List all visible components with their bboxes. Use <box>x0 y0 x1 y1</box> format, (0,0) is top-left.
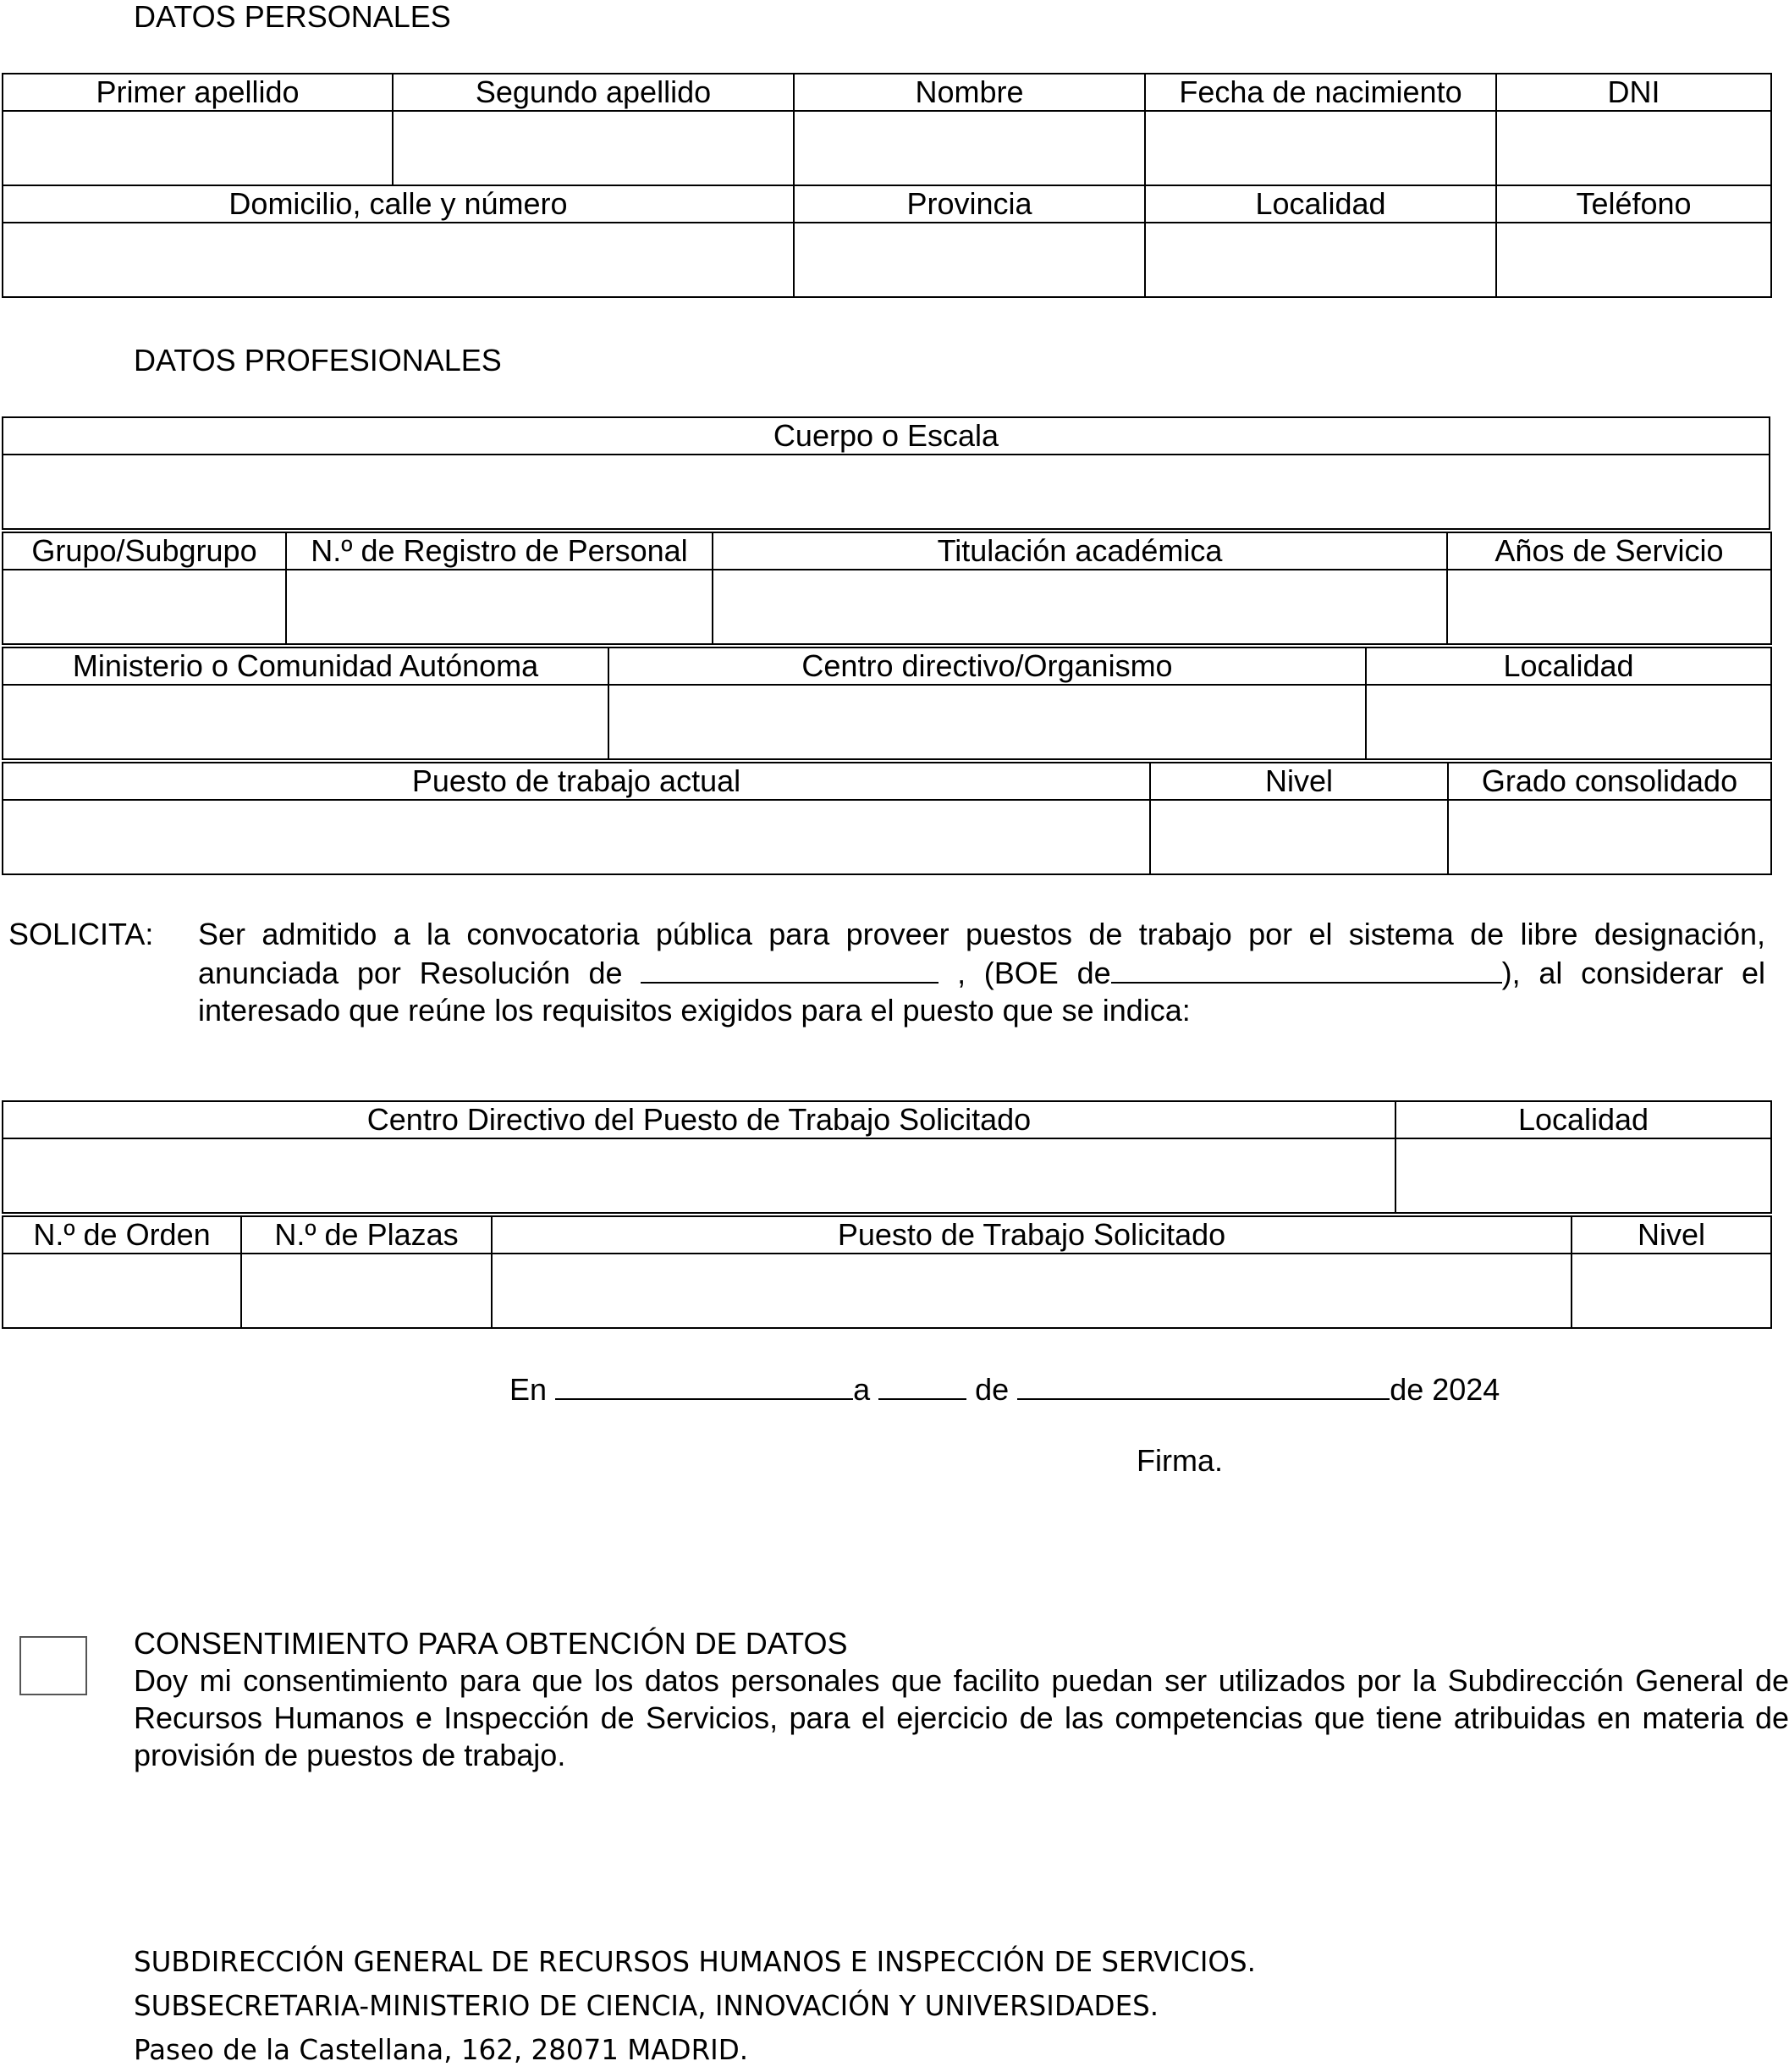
label-nivel-solicitado: Nivel <box>1572 1216 1771 1254</box>
field-numero-orden[interactable] <box>3 1254 241 1328</box>
solicita-label: SOLICITA: <box>8 917 154 951</box>
label-grupo-subgrupo: Grupo/Subgrupo <box>3 532 286 570</box>
field-titulacion[interactable] <box>713 570 1447 644</box>
label-localidad-solicitada: Localidad <box>1395 1101 1771 1138</box>
label-titulacion: Titulación académica <box>713 532 1447 570</box>
consent-text: Doy mi consentimiento para que los datos personales que facilito puedan ser utilizados por la Subdirección General de Recursos Humanos e Inspección de Servicios, para el ejercicio de las competencias que tiene atribuidas en materia de provisión de puestos de trabajo. <box>134 1663 1789 1772</box>
a-label: a <box>853 1372 871 1407</box>
label-fecha-nacimiento: Fecha de nacimiento <box>1145 74 1496 111</box>
label-provincia: Provincia <box>794 185 1145 223</box>
label-ministerio: Ministerio o Comunidad Autónoma <box>3 648 608 685</box>
label-numero-plazas: N.º de Plazas <box>241 1216 492 1254</box>
cuerpo-table <box>2 416 1770 530</box>
label-primer-apellido: Primer apellido <box>3 74 393 111</box>
label-localidad-prof: Localidad <box>1366 648 1771 685</box>
footer-line-1: SUBDIRECCIÓN GENERAL DE RECURSOS HUMANOS E INSPECCIÓN DE SERVICIOS. <box>134 1946 1256 1978</box>
field-puesto-actual[interactable] <box>3 800 1150 874</box>
label-centro-solicitado: Centro Directivo del Puesto de Trabajo Solicitado <box>3 1101 1395 1138</box>
solicita-line-3: interesado que reúne los requisitos exigidos para el puesto que se indica: <box>198 993 1191 1028</box>
label-segundo-apellido: Segundo apellido <box>393 74 794 111</box>
field-nivel-solicitado[interactable] <box>1572 1254 1771 1328</box>
field-provincia[interactable] <box>794 223 1145 297</box>
puesto-solicitado-table <box>2 1215 1772 1329</box>
field-segundo-apellido[interactable] <box>393 111 794 185</box>
field-localidad[interactable] <box>1145 223 1496 297</box>
solicita-resolucion-label: anunciada por Resolución de <box>198 956 623 990</box>
grupo-table <box>2 532 1772 645</box>
field-registro-personal[interactable] <box>286 570 713 644</box>
centro-solicitado-table <box>2 1100 1772 1214</box>
consent-block <box>134 1625 1789 1774</box>
boe-date-blank[interactable] <box>1111 953 1502 984</box>
en-label: En <box>509 1372 548 1407</box>
solicita-boe-label: , (BOE de <box>957 956 1111 990</box>
place-date-line <box>509 1369 1500 1408</box>
ministerio-table <box>2 647 1772 760</box>
solicita-line-2 <box>198 953 1765 992</box>
puesto-actual-table <box>2 762 1772 875</box>
field-dni[interactable] <box>1496 111 1771 185</box>
label-cuerpo-escala: Cuerpo o Escala <box>3 417 1770 455</box>
solicita-line-1: Ser admitido a la convocatoria pública para proveer puestos de trabajo por el sistema de libre designación, <box>198 917 1765 951</box>
firma-label: Firma. <box>1137 1443 1223 1478</box>
resolucion-date-blank[interactable] <box>641 953 939 984</box>
field-domicilio[interactable] <box>3 223 794 297</box>
field-ministerio[interactable] <box>3 685 608 759</box>
label-centro-directivo: Centro directivo/Organismo <box>608 648 1366 685</box>
field-primer-apellido[interactable] <box>3 111 393 185</box>
field-centro-directivo[interactable] <box>608 685 1366 759</box>
field-grado-consolidado[interactable] <box>1448 800 1771 874</box>
consent-checkbox[interactable] <box>19 1636 87 1695</box>
label-dni: DNI <box>1496 74 1771 111</box>
personal-data-heading: DATOS PERSONALES <box>134 0 451 34</box>
label-puesto-solicitado: Puesto de Trabajo Solicitado <box>492 1216 1572 1254</box>
label-puesto-actual: Puesto de trabajo actual <box>3 763 1150 800</box>
label-localidad: Localidad <box>1145 185 1496 223</box>
field-puesto-solicitado[interactable] <box>492 1254 1572 1328</box>
day-blank[interactable] <box>878 1369 966 1400</box>
place-blank[interactable] <box>555 1369 853 1400</box>
label-nombre: Nombre <box>794 74 1145 111</box>
field-cuerpo-escala[interactable] <box>3 455 1770 529</box>
de-label: de <box>975 1372 1010 1407</box>
field-fecha-nacimiento[interactable] <box>1145 111 1496 185</box>
solicita-text <box>198 916 1765 1029</box>
label-telefono: Teléfono <box>1496 185 1771 223</box>
field-centro-solicitado[interactable] <box>3 1138 1395 1213</box>
label-anos-servicio: Años de Servicio <box>1447 532 1771 570</box>
label-domicilio: Domicilio, calle y número <box>3 185 794 223</box>
personal-data-table <box>2 73 1772 298</box>
label-numero-orden: N.º de Orden <box>3 1216 241 1254</box>
month-blank[interactable] <box>1017 1369 1390 1400</box>
footer-line-3: Paseo de la Castellana, 162, 28071 MADRID. <box>134 2034 749 2066</box>
label-nivel-actual: Nivel <box>1150 763 1448 800</box>
consent-title: CONSENTIMIENTO PARA OBTENCIÓN DE DATOS <box>134 1626 848 1661</box>
label-grado-consolidado: Grado consolidado <box>1448 763 1771 800</box>
footer-address <box>134 1940 1256 2072</box>
field-nombre[interactable] <box>794 111 1145 185</box>
field-telefono[interactable] <box>1496 223 1771 297</box>
field-numero-plazas[interactable] <box>241 1254 492 1328</box>
field-localidad-solicitada[interactable] <box>1395 1138 1771 1213</box>
field-anos-servicio[interactable] <box>1447 570 1771 644</box>
field-localidad-prof[interactable] <box>1366 685 1771 759</box>
footer-line-2: SUBSECRETARIA-MINISTERIO DE CIENCIA, INNOVACIÓN Y UNIVERSIDADES. <box>134 1990 1159 2022</box>
label-registro-personal: N.º de Registro de Personal <box>286 532 713 570</box>
field-grupo-subgrupo[interactable] <box>3 570 286 644</box>
field-nivel-actual[interactable] <box>1150 800 1448 874</box>
year-label: de 2024 <box>1390 1372 1500 1407</box>
professional-data-heading: DATOS PROFESIONALES <box>134 343 502 377</box>
solicita-considerar-label: ), al considerar el <box>1501 956 1765 990</box>
